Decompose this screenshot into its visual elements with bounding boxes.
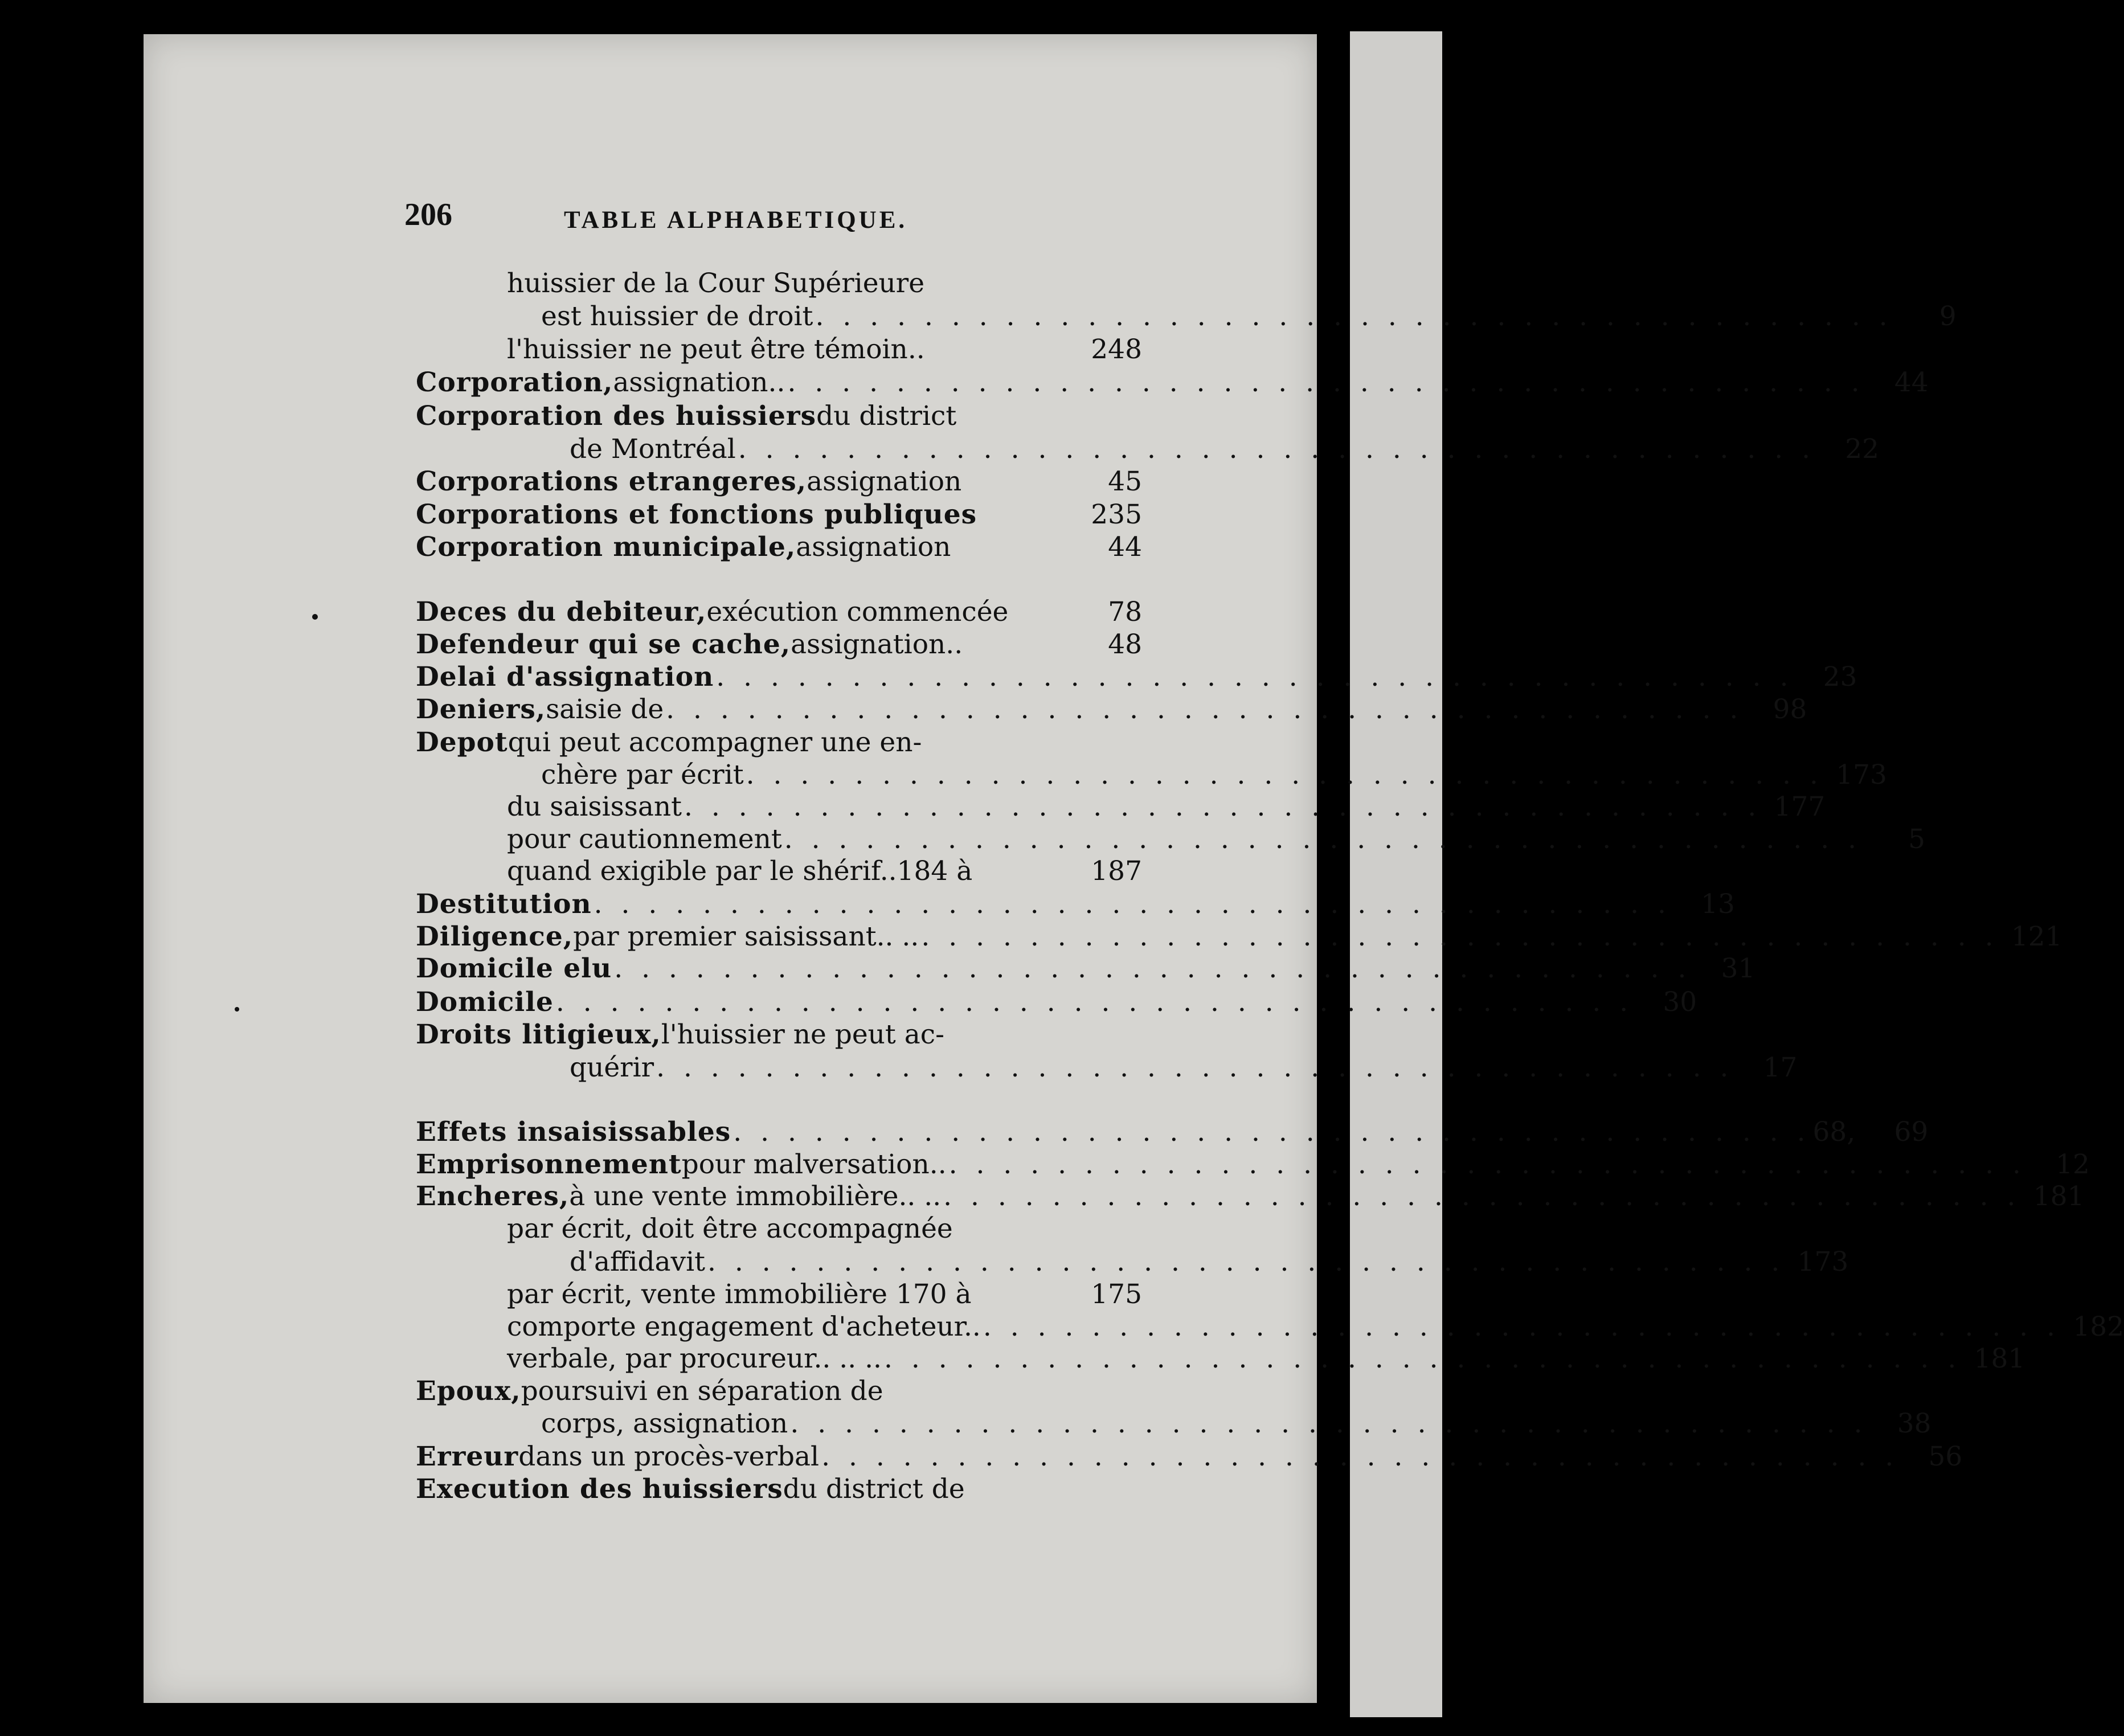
entry-text: assignation [807,466,962,497]
entry-text: l'huissier ne peut ac- [661,1019,944,1050]
entry-text: est huissier de droit [541,301,813,332]
entry-text: par écrit, vente immobilière 170 à [507,1279,972,1310]
index-line [416,1181,2085,1215]
entry-text: de Montréal [570,433,736,465]
index-line [570,1246,1849,1280]
leader-dots: . . . . . . . . . . . . . . . . . . . . . . . . . . . . . . . . . . . . . . . . [884,1343,1962,1374]
index-line [416,1019,1142,1053]
entry-text: exécution commencée [706,596,1009,628]
entry-text: chère par écrit [541,759,744,791]
index-line [507,1343,2025,1377]
entry-text: du district [816,400,957,432]
entry-heading: Defendeur qui se cache, [416,629,791,660]
leader-dots: . . . . . . . . . . . . . . . . . . . . . . . . . . . . . . . . . . . . . . . . [555,986,1634,1018]
index-line [416,596,1142,630]
leader-dots: . . . . . . . . . . . . . . . . . . . . . . . . . . . . . . . . . . . . . . . . [983,1311,2061,1342]
index-line [507,268,1142,302]
leader-dots: . . . . . . . . . . . . . . . . . . . . . . . . . . . . . . . . . . . . . . . . [684,791,1762,822]
page-ref: 181 [2033,1181,2085,1212]
index-line [507,855,1142,890]
entry-text: qui peut accompagner une en- [508,727,922,758]
page-ref: 44 [1894,367,1929,398]
entry-heading: Destitution [416,889,592,920]
index-line [416,1116,1929,1150]
entry-heading: Erreur [416,1441,519,1472]
page-ref: 12 [2056,1149,2090,1180]
page-ref: 9 [1939,301,1957,332]
entry-text: verbale, par procureur.. .. .. [507,1343,882,1374]
leader-dots: . . . . . . . . . . . . . . . . . . . . . . . . . . . . . . . . . . . . . . . . [815,301,1893,332]
index-line [416,400,1142,435]
entry-heading: Deces du debiteur, [416,596,707,628]
index-line [416,367,1929,401]
leader-dots: . . . . . . . . . . . . . . . . . . . . . . . . . . . . . . . . . . . . . . . . [594,889,1671,920]
entry-text: par premier saisissant.. .. [573,921,919,952]
entry-text: quérir [570,1052,654,1083]
page-ref: 248 [1091,334,1142,365]
entry-heading: Deniers, [416,694,546,725]
page-ref: 17 [1763,1052,1798,1083]
page-ref: 177 [1774,791,1826,822]
entry-heading: Emprisonnement [416,1149,682,1180]
index-line [416,1441,1963,1475]
entry-heading: Encheres, [416,1181,570,1212]
page-number: 206 [404,197,452,232]
index-line [416,531,1142,566]
index-line [416,1149,2090,1183]
page-ref: 68, [1812,1116,1856,1148]
index-line [416,694,1807,728]
page-ref: 30 [1663,986,1697,1018]
entry-text: du saisissant [507,791,682,822]
page-ref: 187 [1091,855,1142,887]
entry-heading: Domicile [416,986,554,1018]
entry-heading: Execution des huissiers [416,1473,783,1505]
index-line [416,889,1735,923]
entry-text: huissier de la Cour Supérieure [507,268,925,299]
entry-heading: Corporation des huissiers [416,400,817,432]
leader-dots: . . . . . . . . . . . . . . . . . . . . . . . . . . . . . . . . . . . . . . . . [790,1408,1868,1439]
index-line [541,1408,1931,1442]
leader-dots: . . . . . . . . . . . . . . . . . . . . . . . . . . . . . . . . . . . . . . . . [948,1149,2026,1180]
leader-dots: . . . . . . . . . . . . . . . . . . . . . . . . . . . . . . . . . . . . . . . . [733,1116,1811,1148]
leader-dots: . . . . . . . . . . . . . . . . . . . . . . . . . . . . . . . . . . . . . . . . [656,1052,1734,1083]
entry-text: poursuivi en séparation de [521,1375,883,1407]
entry-text: pour malversation.. [681,1149,947,1180]
entry-text: dans un procès-verbal [518,1441,820,1472]
leader-dots: . . . . . . . . . . . . . . . . . . . . . . . . . . . . . . . . . . . . . . . . [707,1246,1785,1278]
index-line [570,1052,1798,1086]
page-ref: 98 [1773,694,1807,725]
entry-text: assignation [796,531,951,563]
entry-heading: Depot [416,727,508,758]
entry-text: d'affidavit [570,1246,706,1278]
page-ref: 121 [2011,921,2062,952]
page-ref: 181 [1974,1343,2025,1374]
page-ref: 38 [1897,1408,1931,1439]
index-line [507,791,1826,825]
entry-text: pour cautionnement [507,824,782,855]
page-ref: 5 [1908,824,1926,855]
entry-text: quand exigible par le shérif..184 à [507,855,973,887]
page-ref: 175 [1091,1279,1142,1310]
entry-text: assignation.. [791,629,963,660]
index-line [507,824,1926,858]
index-line [416,466,1142,500]
index-line [416,953,1755,987]
entry-text: l'huissier ne peut être témoin.. [507,334,925,365]
entry-text: par écrit, doit être accompagnée [507,1213,953,1244]
entry-heading: Corporations et fonctions publiques [416,499,977,530]
index-line [416,921,2062,955]
entry-heading: Domicile elu [416,953,612,984]
index-line [416,727,1142,761]
speck [235,1007,239,1012]
entry-heading: Droits litigieux, [416,1019,661,1050]
entry-text: à une vente immobilière.. .. [569,1181,942,1212]
leader-dots: . . . . . . . . . . . . . . . . . . . . . . . . . . . . . . . . . . . . . . . . [738,433,1816,465]
index-line [507,334,1142,368]
index-line [416,499,1142,533]
page-ref: 44 [1108,531,1142,563]
index-line [570,433,1880,468]
page-ref: 48 [1108,629,1142,660]
leader-dots: . . . . . . . . . . . . . . . . . . . . . . . . . . . . . . . . . . . . . . . . [821,1441,1899,1472]
leader-dots: . . . . . . . . . . . . . . . . . . . . . . . . . . . . . . . . . . . . . . . . [716,661,1794,693]
entry-heading: Corporation, [416,367,613,398]
page-ref: 22 [1845,433,1880,465]
page-ref: 173 [1836,759,1887,791]
entry-heading: Diligence, [416,921,574,952]
index-line [416,1473,1142,1508]
entry-text: comporte engagement d'acheteur.. [507,1311,981,1342]
entry-text: assignation.. [613,367,785,398]
entry-text: saisie de [546,694,664,725]
page-ref: 13 [1701,889,1735,920]
page-ref: 78 [1108,596,1142,628]
leader-dots: . . . . . . . . . . . . . . . . . . . . . . . . . . . . . . . . . . . . . . . . [746,759,1823,791]
index-line [416,629,1142,663]
page-ref: 56 [1928,1441,1963,1472]
page-ref: 45 [1108,466,1142,497]
leader-dots: . . . . . . . . . . . . . . . . . . . . . . . . . . . . . . . . . . . . . . . . [784,824,1862,855]
leader-dots: . . . . . . . . . . . . . . . . . . . . . . . . . . . . . . . . . . . . . . . . [921,921,1999,952]
index-line [416,986,1697,1021]
index-line [541,759,1887,793]
leader-dots: . . . . . . . . . . . . . . . . . . . . . . . . . . . . . . . . . . . . . . . . [614,953,1692,984]
entry-heading: Effets insaisissables [416,1116,731,1148]
index-line [507,1279,1142,1313]
entry-heading: Delai d'assignation [416,661,714,693]
page-ref: 69 [1894,1116,1929,1148]
page-ref: 235 [1091,499,1142,530]
page-ref: 23 [1823,661,1857,693]
entry-text: du district de [783,1473,965,1505]
index-line [541,301,1957,335]
leader-dots: . . . . . . . . . . . . . . . . . . . . . . . . . . . . . . . . . . . . . . . . [943,1181,2021,1212]
index-line [416,661,1857,695]
leader-dots: . . . . . . . . . . . . . . . . . . . . . . . . . . . . . . . . . . . . . . . . [666,694,1744,725]
entry-heading: Corporation municipale, [416,531,796,563]
leader-dots: . . . . . . . . . . . . . . . . . . . . . . . . . . . . . . . . . . . . . . . . [787,367,1865,398]
page-ref: 31 [1721,953,1755,984]
entry-text: corps, assignation [541,1408,788,1439]
speck [312,614,318,620]
page-ref: 173 [1797,1246,1849,1278]
index-line [507,1213,1142,1247]
entry-heading: Corporations etrangeres, [416,466,807,497]
page-ref: 182 [2073,1311,2124,1342]
index-line [507,1311,2124,1345]
index-line [416,1375,1142,1410]
running-title: TABLE ALPHABETIQUE. [564,207,908,234]
entry-heading: Epoux, [416,1375,521,1407]
